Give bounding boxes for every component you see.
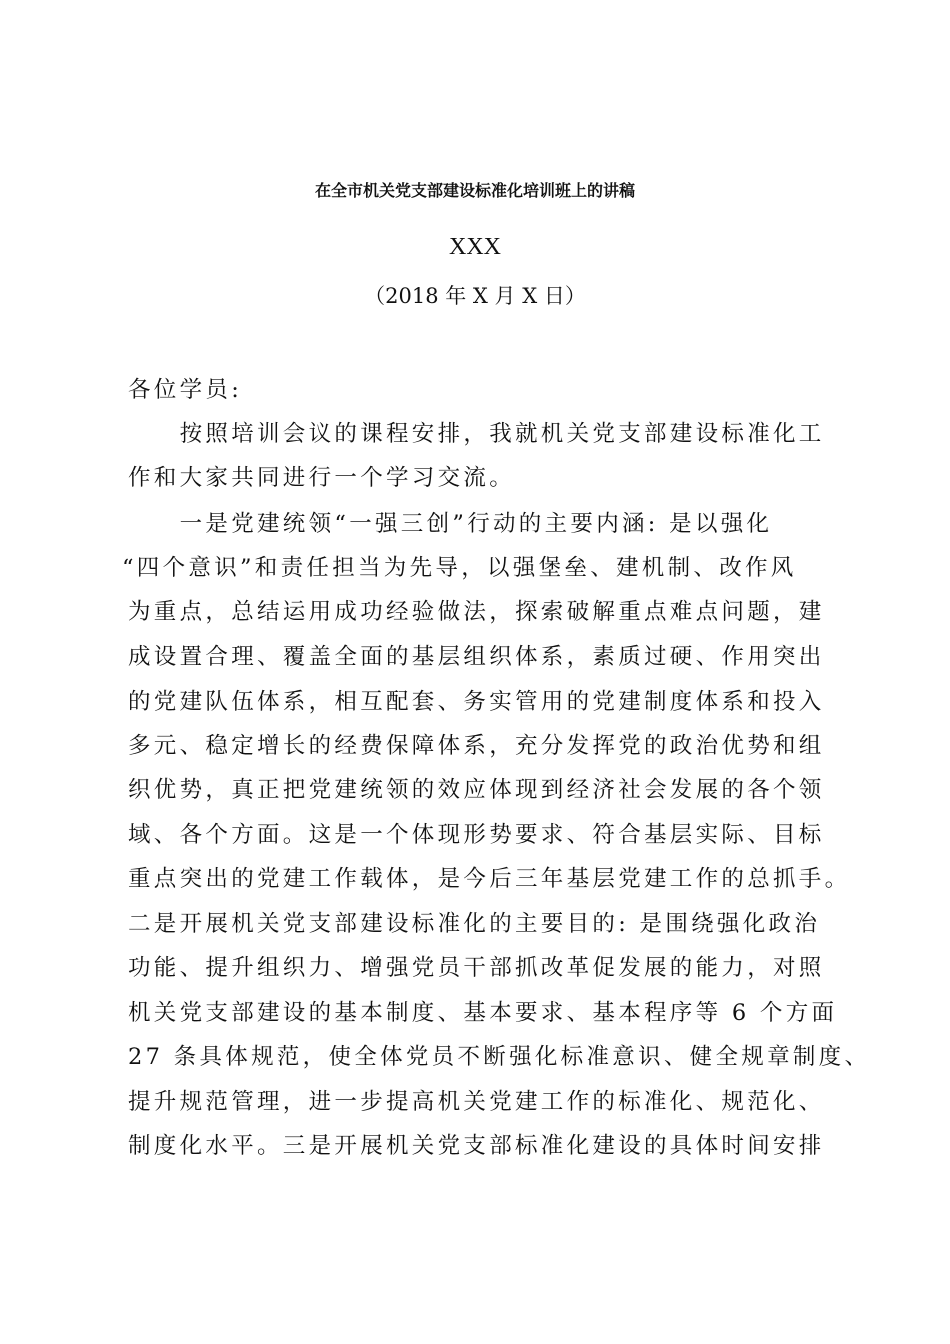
body-line: 为重点，总结运用成功经验做法，探索破解重点难点问题，建 xyxy=(128,599,825,625)
body-line: 织优势，真正把党建统领的效应体现到经济社会发展的各个领 xyxy=(128,777,825,803)
document-author: XXX xyxy=(449,234,501,260)
body-line: 重点突出的党建工作载体，是今后三年基层党建工作的总抓手。 xyxy=(128,866,851,892)
body-line: 二是开展机关党支部建设标准化的主要目的: 是围绕强化政治 xyxy=(128,911,821,937)
document-title: 在全市机关党支部建设标准化培训班上的讲稿 xyxy=(314,181,635,200)
body-line: 功能、提升组织力、增强党员干部抓改革促发展的能力，对照 xyxy=(128,955,825,981)
body-line: 作和大家共同进行一个学习交流。 xyxy=(128,465,516,491)
body-line: 机关党支部建设的基本制度、基本要求、基本程序等 6 个方面 xyxy=(128,1000,838,1026)
body-line: 按照培训会议的课程安排，我就机关党支部建设标准化工 xyxy=(128,421,825,447)
body-line: 的党建队伍体系，相互配套、务实管用的党建制度体系和投入 xyxy=(128,689,825,715)
body-line: 成设置合理、覆盖全面的基层组织体系，素质过硬、作用突出 xyxy=(128,644,825,670)
body-line: 制度化水平。三是开展机关党支部标准化建设的具体时间安排 xyxy=(128,1133,825,1159)
document-date: （2018 年 X 月 X 日） xyxy=(364,284,586,308)
body-line: “四个意识”和责任担当为先导，以强堡垒、建机制、改作风 xyxy=(122,555,797,581)
salutation-line: 各位学员: xyxy=(128,377,243,403)
body-line: 27 条具体规范，使全体党员不断强化标准意识、健全规章制度、 xyxy=(128,1044,871,1070)
body-line: 提升规范管理，进一步提高机关党建工作的标准化、规范化、 xyxy=(128,1089,825,1115)
body-line: 多元、稳定增长的经费保障体系，充分发挥党的政治优势和组 xyxy=(128,733,825,759)
body-line: 一是党建统领“一强三创”行动的主要内涵: 是以强化 xyxy=(128,511,773,537)
body-line: 域、各个方面。这是一个体现形势要求、符合基层实际、目标 xyxy=(128,822,825,848)
